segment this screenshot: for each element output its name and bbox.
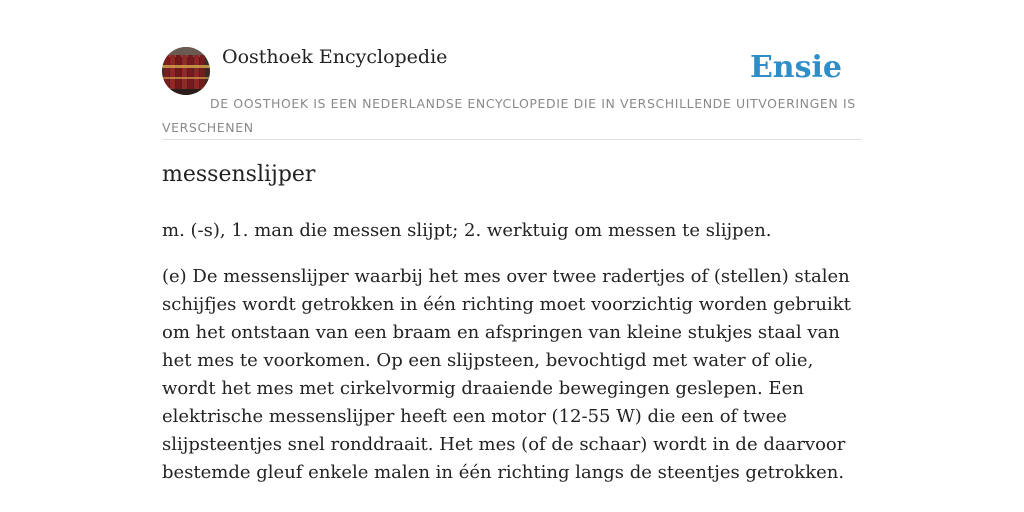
entry-definition: m. (-s), 1. man die messen slijpt; 2. werktuig om messen te slijpen. (162, 220, 772, 241)
encyclopedia-books-icon[interactable] (162, 47, 210, 95)
source-header (162, 44, 862, 140)
source-tagline: DE OOSTHOEK IS EEN NEDERLANDSE ENCYCLOPEDIE DIE IN VERSCHILLENDE UITVOERINGEN IS VERSCHENEN (162, 96, 856, 135)
entry-body: (e) De messenslijper waarbij het mes over twee radertjes of (stellen) stalen schijfjes wordt getrokken in één richting moet voorzichtig worden gebruikt om het ontstaan van een braam en afspringen van kleine stukjes staal van het mes te voorkomen. Op een slijpsteen, bevochtigd met water of olie, wordt het mes met cirkelvormig draaiende bewegingen geslepen. Een elektrische messenslijper heeft een motor (12-55 W) die een of twee slijpsteentjes snel ronddraait. Het mes (of de schaar) wordt in de daarvoor bestemde gleuf enkele malen in één richting langs de steentjes getrokken. (162, 266, 851, 483)
entry-headword: messenslijper (162, 162, 316, 187)
brand-logo[interactable]: Ensie (749, 50, 842, 85)
source-title[interactable]: Oosthoek Encyclopedie (222, 46, 448, 68)
